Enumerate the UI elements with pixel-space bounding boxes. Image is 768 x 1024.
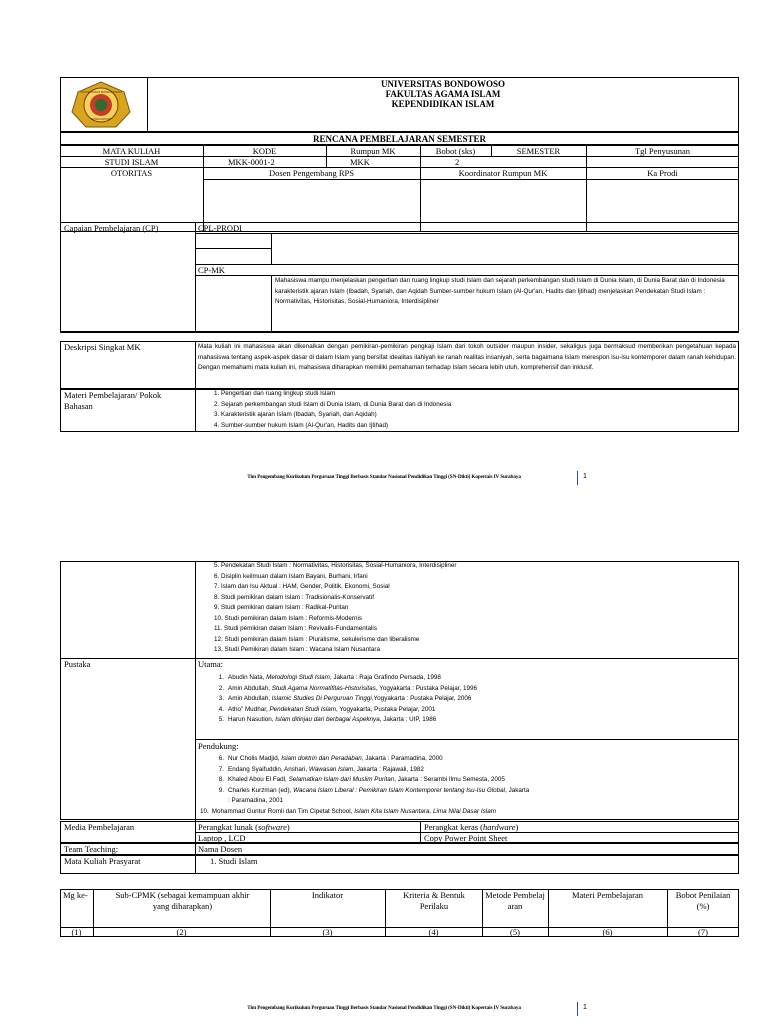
course-rumpun: MKK — [350, 157, 370, 167]
pustaka-pendukung-list — [200, 754, 735, 817]
materi-item: 12. Studi pemikiran dalam Islam : Pluralisme, sekulerisme dan liberalisme — [214, 635, 420, 643]
cpl-prodi-label: CPL-PRODI — [198, 223, 242, 233]
koordinator-rumpun: Koordinator Rumpun MK — [458, 168, 548, 178]
svg-text:UNIVERSITAS BONDOWOSO: UNIVERSITAS BONDOWOSO — [80, 90, 122, 94]
page-number: 1 — [583, 473, 587, 480]
col-num-6: (6) — [602, 927, 613, 937]
header-mata-kuliah: MATA KULIAH — [102, 146, 161, 156]
cpmk-label: CP-MK — [198, 265, 225, 275]
materi-item: 1. Pengertian dan ruang lingkup studi Islam — [214, 390, 336, 397]
materi-list-page1 — [214, 389, 734, 431]
col-kriteria: Kriteria & Bentuk Perilaku — [403, 890, 465, 911]
hardware-value: Copy Power Point Sheet — [424, 833, 508, 843]
materi-item: 13. Studi Pemikiran dalam Islam : Wacana Islam Nusantara — [214, 646, 381, 653]
col-bobot: Bobot Penilaian (%) — [675, 890, 731, 911]
reference-item: 6. Nur Cholis Madjid, Islam doktrin dan Peradaban, Jakarta : Paramadina, 2000 — [218, 755, 443, 762]
pustaka-utama-label: Utama: — [198, 659, 224, 669]
prasyarat-block — [60, 855, 739, 874]
prasyarat-label: Mata Kuliah Prasyarat — [64, 856, 141, 866]
materi-label: Materi Pembelajaran/ Pokok Bahasan — [64, 390, 162, 411]
cpmk-text: Mahasiswa mampu menjelaskan pengertian dan ruang lingkup studi Islam dan sejarah perkembangan studi Islam di Dunia Islam, di Dunia Barat dan di Indonesia karakteristik ajaran Islam (Ibadah, Syariah, dan Aqidah Sumber-sumber hukum Islam (Al-Qur'an, Hadits dan Ijtihad) menjelaskan Pendekatan Studi Islam : Normativitas, Historisitas, Sosial-Humaniora, Interdisipliner — [275, 277, 725, 305]
col-num-5: (5) — [510, 927, 520, 937]
materi-item: 8. Studi pemikiran dalam Islam : Tradisionalis-Konservatif — [214, 593, 374, 601]
reference-item: 5. Harun Nasution, Islam ditinjau dari berbagai Aspeknya, Jakarta : UIP, 1986 — [218, 716, 437, 723]
col-mg: Mg ke- — [63, 890, 88, 900]
reference-continuation: : Paramadina, 2001 — [228, 797, 283, 804]
deskripsi-label: Deskripsi Singkat MK — [64, 342, 141, 352]
software-value: Laptop , LCD — [198, 833, 246, 843]
reference-item: 1. Abudin Nata, Metodologi Studi Islam, Jakarta : Raja Grafindo Persada, 1998 — [218, 674, 441, 681]
reference-item: 7. Endang Syaifuddin, Anshari, Wawasan Islam, Jakarta : Rajawali, 1982 — [218, 765, 424, 773]
svg-text:BONDOWOSO: BONDOWOSO — [90, 117, 112, 121]
course-sks: 2 — [455, 157, 460, 167]
col-metode: Metode Pembelajaran — [485, 890, 545, 911]
col-indikator: Indikator — [311, 890, 344, 900]
pustaka-utama-list — [200, 673, 735, 726]
col-num-4: (4) — [428, 927, 439, 937]
materi-item: 5. Pendekatan Studi Islam : Normativitas, Historisitas, Sosial-Humaniora, Interdisipliner — [214, 562, 457, 569]
reference-item: 4. Atho" Mudhar, Pendekatan Studi Islam, Yogyakarta, Pustaka Pelajar, 2001 — [218, 705, 436, 713]
col-num-1: (1) — [71, 927, 82, 937]
footer-text: Tim Pengembang Kurikulum Perguruan Tinggi Berbasis Standar Nasional Pendidikan Tinggi (SN-Dikti) Kopertais IV Surabaya — [247, 474, 521, 480]
course-code: MKK-0001-2 — [228, 157, 275, 167]
materi-item: 9. Studi pemikiran dalam Islam : Radikal-Puritan — [214, 604, 349, 611]
materi-item: 10. Studi pemikiran dalam Islam : Reformis-Modernis — [214, 614, 363, 622]
university-name: UNIVERSITAS BONDOWOSO — [380, 79, 506, 89]
reference-item: 10. Mohammad Guntur Romli dan Tim Cipetat School, Islam Kita Islam Nusantara, Lima Nilai Dasar Islam — [200, 807, 496, 815]
col-materi: Materi Pembelajaran — [571, 890, 644, 900]
materi-item: 2. Sejarah perkembangan studi Islam di Dunia Islam, di Dunia Barat dan di Indonesia — [214, 400, 452, 408]
team-value: Nama Dosen — [198, 844, 243, 854]
otoritas-label: OTORITAS — [110, 168, 153, 178]
materi-item: 4. Sumber-sumber hukum Islam (Al-Qur'an, Hadits dan Ijtihad) — [214, 421, 389, 429]
faculty-name: FAKULTAS AGAMA ISLAM — [385, 89, 501, 99]
header-tgl: Tgl Penyusunan — [634, 146, 690, 156]
program-name: KEPENDIDIKAN ISLAM — [391, 99, 495, 109]
materi-item: 11. Studi pemikiran dalam Islam : Revivalis-Fundamentalis — [214, 625, 377, 632]
header-kode: KODE — [252, 146, 277, 156]
reference-item: 9. Charles Kurzman (ed), Wacana Islam Liberal : Pemikiran Islam Kontemporer tentang Isu-Isu Global, Jakarta — [218, 786, 530, 794]
university-logo — [64, 80, 138, 130]
reference-item: 3. Amin Abdullah, Islamic Studies Di Perguruan Tinggi,Yogyakarta : Pustaka Pelajar, 2006 — [218, 695, 472, 702]
team-block — [60, 843, 739, 855]
team-label: Team Teaching: — [64, 844, 119, 854]
pustaka-label: Pustaka — [64, 659, 91, 669]
footer-text-2: Tim Pengembang Kurikulum Perguruan Tinggi Berbasis Standar Nasional Pendidikan Tinggi (SN-Dikti) Kopertais IV Surabaya — [247, 1005, 521, 1011]
cp-label: Capaian Pembelajaran (CP) — [64, 223, 159, 233]
materi-item: 6. Disiplin keilmuan dalam Islam Bayani, Burhani, Irfani — [214, 572, 368, 580]
doc-title: RENCANA PEMBELAJARAN SEMESTER — [60, 132, 739, 145]
hardware-label: Perangkat keras (hardware) — [424, 822, 519, 832]
prasyarat-value: 1. Studi Islam — [210, 856, 258, 866]
course-name: STUDI ISLAM — [104, 157, 159, 167]
materi-list-page2 — [214, 561, 734, 656]
col-num-3: (3) — [322, 927, 333, 937]
header-bobot: Bobot (sks) — [435, 146, 476, 156]
pustaka-pendukung-label: Pendukung: — [198, 741, 239, 751]
header-semester: SEMESTER — [516, 146, 561, 156]
col-num-2: (2) — [176, 927, 187, 937]
reference-item: 8. Khaled Abou El Fadl, Selamatkan Islam dari Muslim Puritan, Jakarta : Serambi Ilmu Semesta, 2005 — [218, 776, 505, 783]
ka-prodi: Ka Prodi — [647, 168, 678, 178]
materi-item: 7. Islam dan Isu Aktual : HAM, Gender, Politik, Ekonomi, Sosial — [214, 583, 390, 590]
reference-item: 2. Amin Abdullah, Studi Agama Normatifitas-Historisitas, Yogyakarta : Pustaka Pelajar, 1996 — [218, 684, 477, 692]
dosen-pengembang: Dosen Pengembang RPS — [269, 168, 354, 178]
media-label: Media Pembelajaran — [64, 822, 135, 832]
col-sub-cpmk: Sub-CPMK (sebagai kemampuan akhir yang diharapkan) — [115, 890, 250, 911]
page-number-2: 1 — [583, 1004, 587, 1011]
deskripsi-text: Mata kuliah ini mahasiswa akan dikenalkan dengan pemikiran-pemikiran pengkaji Islam dari tokoh outsider maupun insider, sekaligus juga bermaksud memberikan pengetahuan kepada mahasiswa tentang aspek-aspek dasar di dalam Islam yang bersifat idealitas ilahiyah ke ranah realitas insaniyah, serta bagaimana Islam merespon isu-isu kontemporer dalam ranah kehidupan. Dengan memahami mata kuliah ini, mahasiswa diharapkan memiliki pemahaman terhadap Islam secara lebih utuh, komprehensif dan inklusif. — [198, 343, 736, 371]
header-rumpun: Rumpun MK — [350, 146, 396, 156]
materi-item: 3. Karakteristik ajaran Islam (Ibadah, Syariah, dan Aqidah) — [214, 411, 377, 418]
col-num-7: (7) — [698, 927, 708, 937]
software-label: Perangkat lunak (software) — [198, 822, 290, 832]
